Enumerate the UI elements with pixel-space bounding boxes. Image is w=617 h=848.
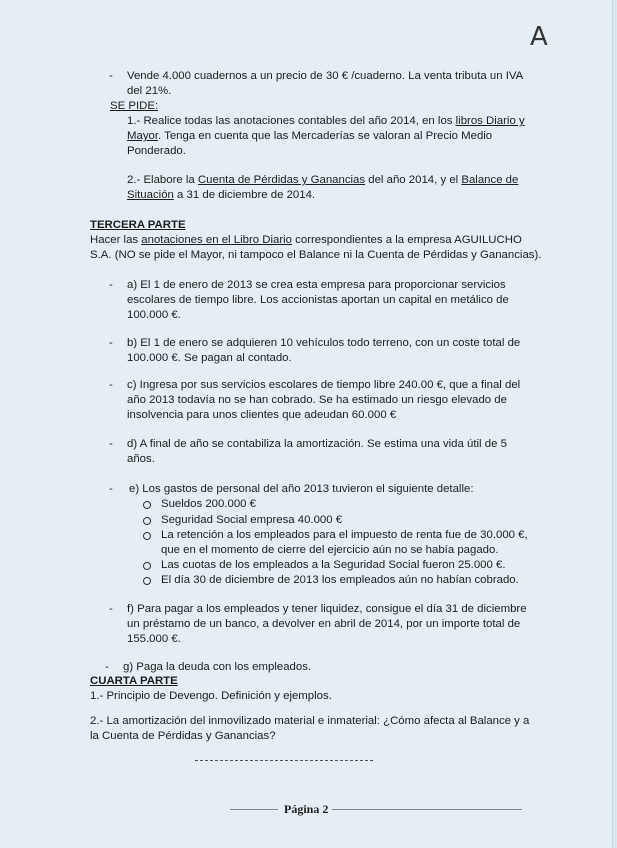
item-f-line3: 155.000 €.	[127, 633, 181, 645]
bullet-dash: -	[109, 279, 113, 291]
text: correspondientes a la empresa AGUILUCHO	[292, 234, 522, 246]
tercera-parte-heading: TERCERA PARTE	[90, 219, 186, 231]
item-e-sub-4: Las cuotas de los empleados a la Seguridad Social fueron 25.000 €.	[161, 559, 506, 571]
dashed-separator	[195, 760, 373, 761]
footer-rule-left	[230, 809, 278, 810]
item-b-line2: 100.000 €. Se pagan al contado.	[127, 352, 292, 364]
se-pide-1-line1	[127, 114, 525, 129]
item-e-intro: e) Los gastos de personal del año 2013 tuvieron el siguiente detalle:	[129, 483, 474, 495]
bullet-dash: -	[109, 379, 113, 391]
cuarta-q1: 1.- Principio de Devengo. Definición y ejemplos.	[90, 690, 332, 702]
page-number: Página 2	[284, 802, 329, 816]
item-a-line1: a) El 1 de enero de 2013 se crea esta empresa para proporcionar servicios	[127, 279, 506, 291]
item-e-sub-1: Sueldos 200.000 €	[161, 498, 257, 510]
item-d-line2: años.	[127, 453, 155, 465]
underlined-text: Cuenta de Pérdidas y Ganancias	[197, 174, 366, 186]
item-a-line3: 100.000 €.	[127, 309, 181, 321]
cuarta-q2-line2: la Cuenta de Pérdidas y Ganancias?	[90, 730, 276, 742]
tercera-intro-line2: S.A. (NO se pide el Mayor, ni tampoco el Balance ni la Cuenta de Pérdidas y Ganancias).	[90, 249, 542, 261]
text: a 31 de diciembre de 2014.	[173, 189, 316, 201]
item-g: g) Paga la deuda con los empleados.	[123, 661, 312, 673]
bullet-vende-line1: Vende 4.000 cuadernos a un precio de 30 € /cuaderno. La venta tributa un IVA	[127, 70, 524, 82]
text: 2.- Elabore la	[127, 174, 198, 186]
item-b-line1: b) El 1 de enero se adquieren 10 vehículos todo terreno, con un coste total de	[127, 337, 521, 349]
circle-bullet-icon	[143, 517, 151, 525]
circle-bullet-icon	[143, 577, 151, 585]
underlined-text: Balance de	[461, 174, 519, 186]
cuarta-q2-line1: 2.- La amortización del inmovilizado material e inmaterial: ¿Cómo afecta al Balance y a	[90, 715, 530, 727]
corner-mark: A	[530, 22, 548, 52]
item-d-line1: d) A final de año se contabiliza la amortización. Se estima una vida útil de 5	[127, 438, 507, 450]
item-c-line3: insolvencia para unos clientes que adeudan 60.000 €	[127, 409, 397, 421]
se-pide-1-line3: Ponderado.	[127, 145, 186, 157]
se-pide-1-line2	[127, 129, 492, 144]
text: 1.- Realice todas las anotaciones contables del año 2014, en los	[127, 115, 456, 127]
footer-rule-right	[332, 809, 522, 810]
underlined-text: libros Diario y	[455, 115, 525, 127]
bullet-vende-line2: del 21%.	[127, 85, 172, 97]
item-e-sub-2: Seguridad Social empresa 40.000 €	[161, 514, 343, 526]
item-c-line2: año 2013 todavía no se han cobrado. Se ha estimado un riesgo elevado de	[127, 394, 507, 406]
se-pide-2-line2	[127, 188, 315, 203]
underlined-text: Situación	[127, 189, 174, 201]
item-f-line1: f) Para pagar a los empleados y tener liquidez, consigue el día 31 de diciembre	[127, 603, 527, 615]
bullet-dash: -	[109, 337, 113, 349]
circle-bullet-icon	[143, 562, 151, 570]
item-c-line1: c) Ingresa por sus servicios escolares de tiempo libre 240.00 €, que a final del	[127, 379, 521, 391]
text: Hacer las	[90, 234, 142, 246]
item-e-sub-5: El día 30 de diciembre de 2013 los empleados aún no habían cobrado.	[161, 574, 519, 586]
item-a-line2: escolares de tiempo libre. Los accionistas aportan un capital en metálico de	[127, 294, 509, 306]
circle-bullet-icon	[143, 501, 151, 509]
text: . Tenga en cuenta que las Mercaderías se valoran al Precio Medio	[158, 130, 493, 142]
text: del año 2014, y el	[365, 174, 462, 186]
bullet-dash: -	[105, 661, 109, 673]
circle-bullet-icon	[143, 532, 151, 540]
underlined-text: anotaciones en el Libro Diario	[141, 234, 292, 246]
se-pide-2-line1	[127, 173, 518, 188]
bullet-dash: -	[109, 70, 113, 82]
bullet-dash: -	[109, 603, 113, 615]
item-f-line2: un préstamo de un banco, a devolver en abril de 2014, por un importe total de	[127, 618, 521, 630]
item-e-sub-3: La retención a los empleados para el impuesto de renta fue de 30.000 €,	[161, 529, 528, 541]
tercera-intro-line1	[90, 233, 522, 248]
se-pide-heading: SE PIDE:	[110, 100, 159, 112]
bullet-dash: -	[109, 483, 113, 495]
underlined-text: Mayor	[127, 130, 159, 142]
item-e-sub-3b: que en el momento de cierre del ejercicio aún no se había pagado.	[161, 544, 499, 556]
bullet-dash: -	[109, 438, 113, 450]
cuarta-parte-heading: CUARTA PARTE	[90, 675, 178, 687]
